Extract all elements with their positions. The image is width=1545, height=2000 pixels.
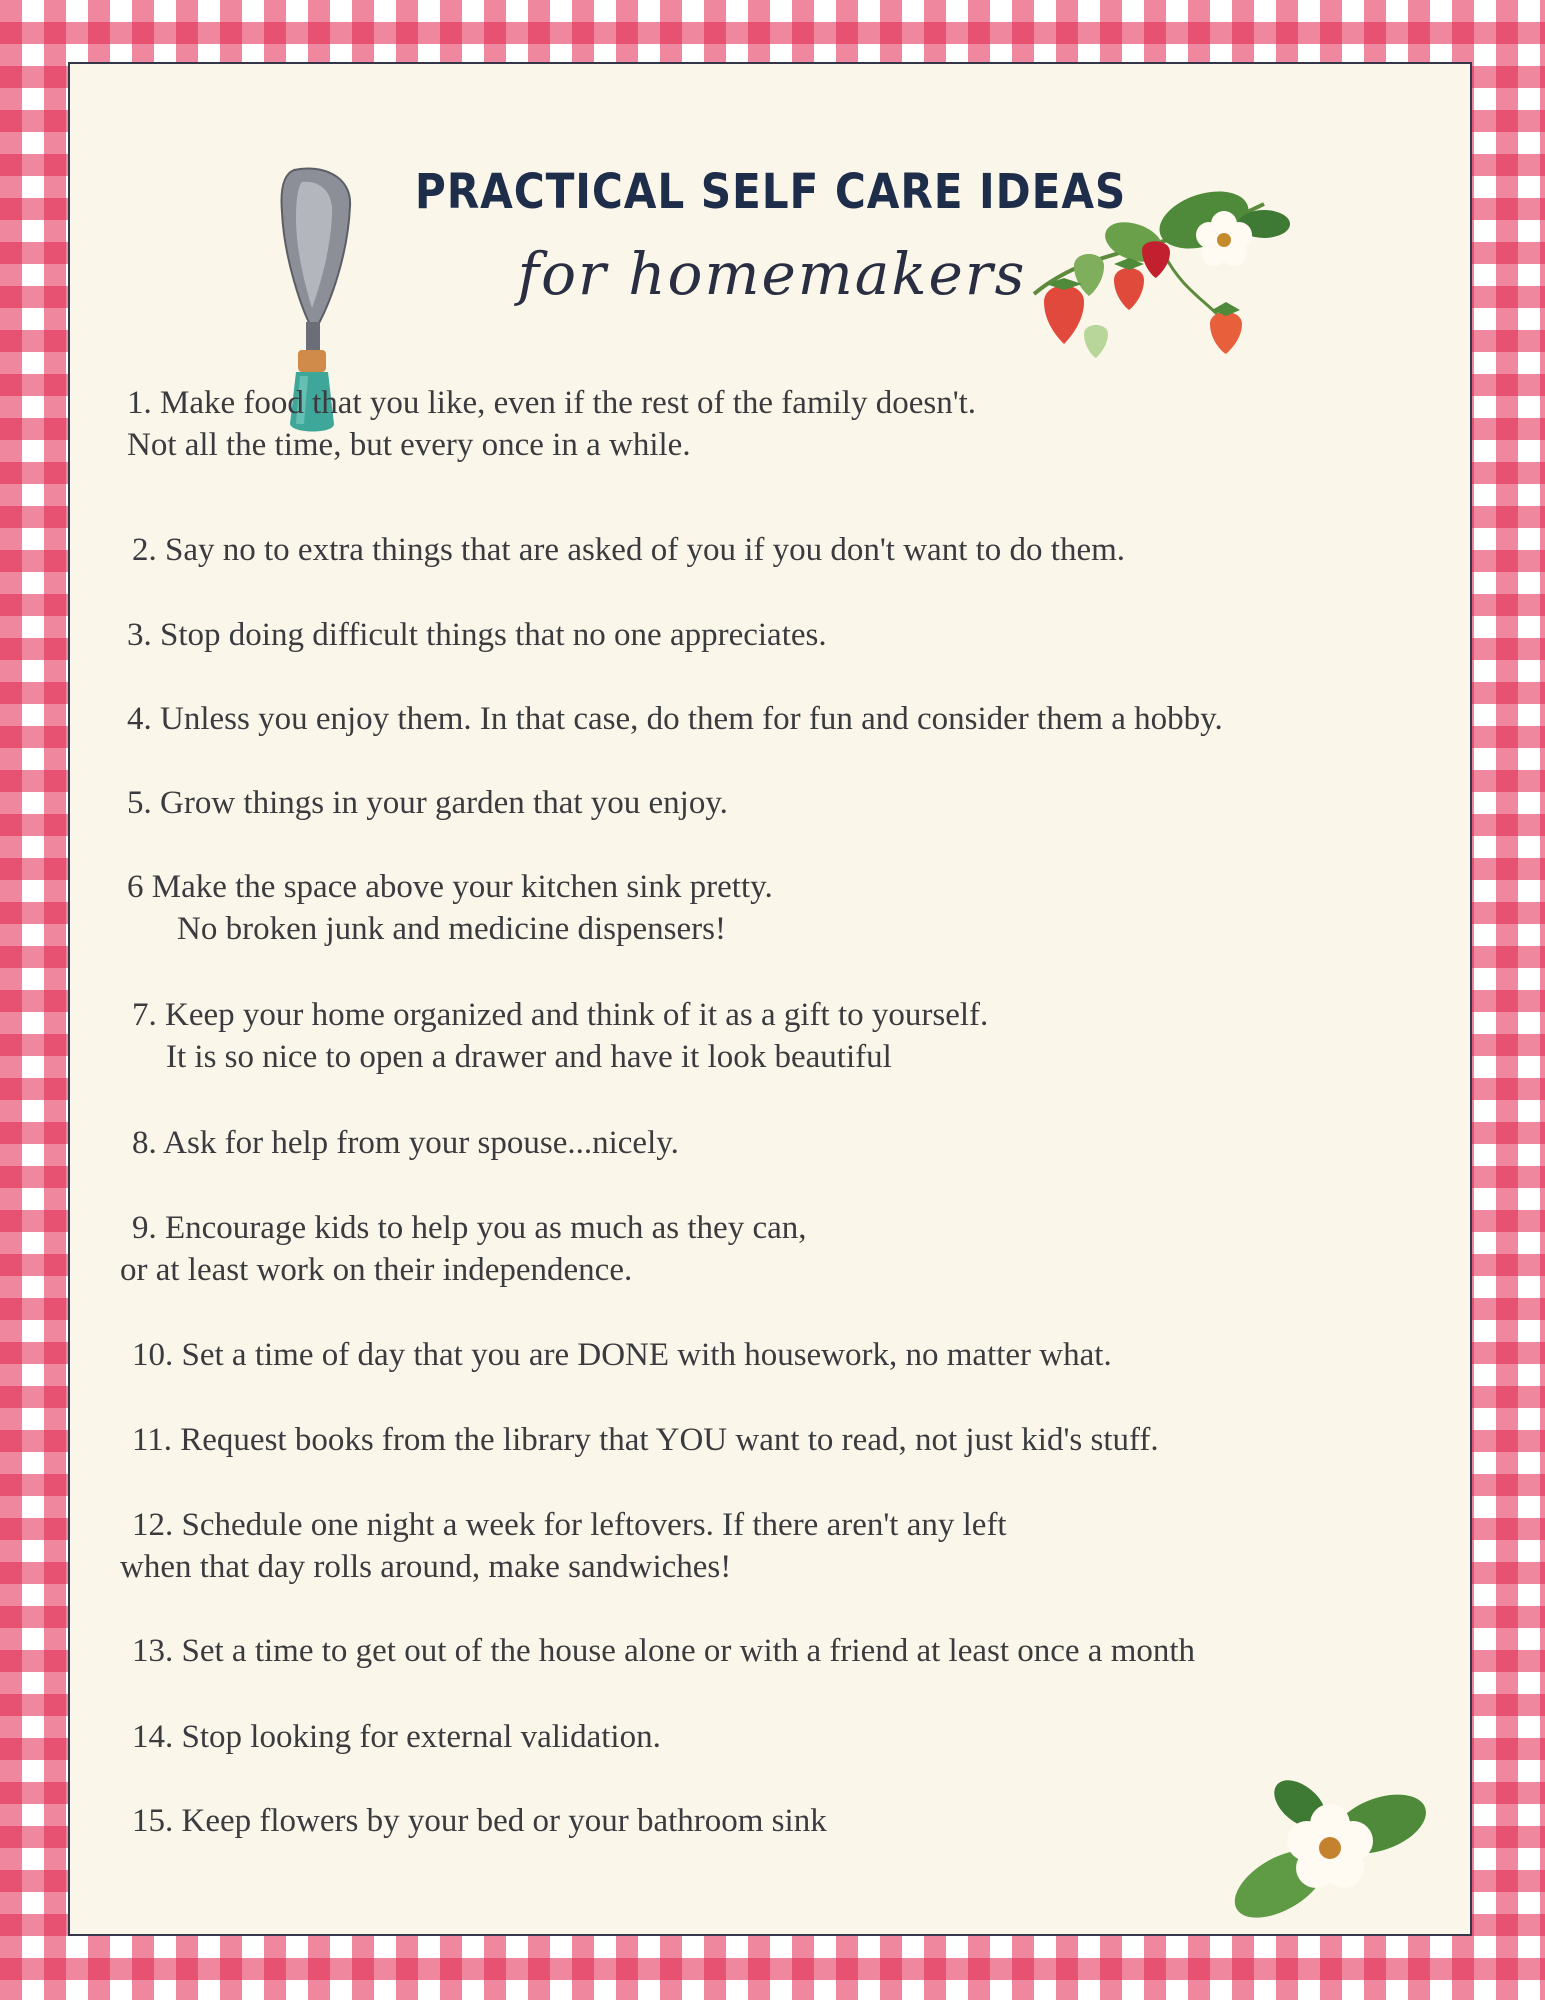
list-item [132, 1716, 661, 1758]
list-item-line: 9. Encourage kids to help you as much as they can, [132, 1210, 807, 1246]
strawberry-blossom-icon [1230, 1764, 1430, 1934]
list-item [127, 382, 976, 466]
list-item-line: 4. Unless you enjoy them. In that case, do them for fun and consider them a hobby. [127, 701, 1223, 737]
list-item-line: when that day rolls around, make sandwiches! [120, 1549, 732, 1585]
list-item-line: 7. Keep your home organized and think of it as a gift to yourself. [132, 997, 989, 1033]
list-item [127, 698, 1223, 740]
list-item-line: 11. Request books from the library that YOU want to read, not just kid's stuff. [132, 1422, 1159, 1458]
list-item-line: 10. Set a time of day that you are DONE with housework, no matter what. [132, 1337, 1112, 1373]
list-item [120, 1207, 807, 1291]
list-item [127, 614, 827, 656]
list-item [120, 1504, 1007, 1588]
list-item-line: It is so nice to open a drawer and have it look beautiful [166, 1039, 892, 1075]
page-title: PRACTICAL SELF CARE IDEAS [414, 164, 1127, 220]
list-item-line: 12. Schedule one night a week for leftovers. If there aren't any left [132, 1507, 1007, 1543]
list-item [132, 1630, 1195, 1672]
list-item [132, 1800, 827, 1842]
list-item-line: 2. Say no to extra things that are asked of you if you don't want to do them. [132, 532, 1126, 568]
list-item [127, 866, 773, 950]
list-item-line: Not all the time, but every once in a while. [127, 427, 691, 463]
list-item [132, 994, 988, 1078]
list-item [132, 1334, 1112, 1376]
list-item-line: or at least work on their independence. [120, 1252, 633, 1288]
list-item-line: 3. Stop doing difficult things that no one appreciates. [127, 617, 827, 653]
strawberry-plant-icon [1014, 184, 1294, 374]
list-item-line: 15. Keep flowers by your bed or your bathroom sink [132, 1803, 827, 1839]
list-item-line: 13. Set a time to get out of the house alone or with a friend at least once a month [132, 1633, 1196, 1669]
list-item [132, 529, 1125, 571]
list-item [127, 782, 728, 824]
list-item-line: 14. Stop looking for external validation. [132, 1719, 661, 1755]
page-subtitle: for homemakers [517, 240, 1027, 308]
list-item [132, 1122, 679, 1164]
list-item-line: 6 Make the space above your kitchen sink pretty. [127, 869, 773, 905]
list-item [132, 1419, 1159, 1461]
list-item-line: 8. Ask for help from your spouse...nicely. [132, 1125, 679, 1161]
list-item-line: 5. Grow things in your garden that you enjoy. [127, 785, 728, 821]
list-item-line: 1. Make food that you like, even if the rest of the family doesn't. [127, 385, 977, 421]
page-card [68, 62, 1472, 1936]
list-item-line: No broken junk and medicine dispensers! [177, 911, 726, 947]
